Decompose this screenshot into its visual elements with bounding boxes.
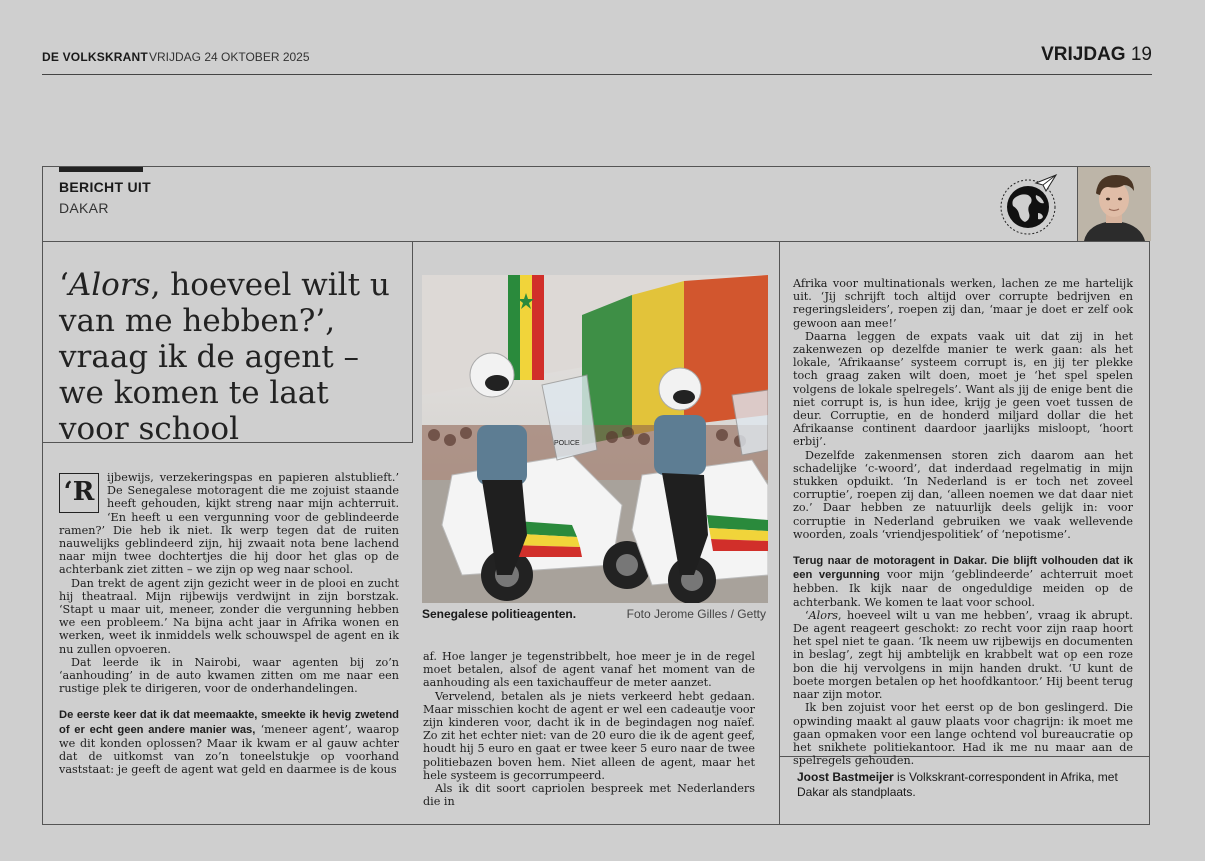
paragraph: Dan trekt de agent zijn gezicht weer in de plooi en zucht hij theatraal. Mijn rijbewijs verdwijnt in zijn borstzak. ‘Stapt u maar uit, meneer, zonder die vergunning hebben we een probleem.’ Na bijna acht jaar in Afrika wonen en werken, weet ik inmiddels welk schouwspel de agent en ik nu zullen opvoeren. — [59, 576, 399, 656]
rubric-place: DAKAR — [59, 200, 109, 216]
photo-caption — [422, 607, 768, 621]
caption-text: Senegalese politieagenten. — [422, 607, 577, 621]
paragraph-text: ijbewijs, verzekeringspas en papieren alstublieft.’ De Senegalese motoragent die me zojuist staande heeft gehouden, kijkt streng naar mijn achterruit. ‘En heeft u een vergunning voor de geblindeerde ramen?’ Die heb ik niet. Ik werp tegen dat de ruiten nauwelijks geblindeerd zijn, hij zwaait nota bene lachend naar mijn twee dochtertjes die hij door het glas op de achterbank ziet zitten – we zijn op weg naar school. — [59, 471, 399, 577]
photo-credit: Foto Jerome Gilles / Getty — [626, 607, 766, 621]
paragraph: Dat leerde ik in Nairobi, waar agenten bij zo’n ‘aanhouding’ in de auto kwamen zitten om me naar een rustige plek te dirigeren, voor de onderhandelingen. — [59, 655, 399, 696]
author-name: Joost Bastmeijer — [797, 770, 894, 784]
article-column-2 — [423, 650, 755, 808]
article-column-3 — [793, 277, 1133, 767]
quote-mark: ‘ — [805, 608, 809, 622]
article-box — [42, 166, 1150, 825]
author-portrait — [1077, 167, 1151, 241]
headline-quote: ‘ — [59, 267, 69, 303]
bold-lead-in: Terug naar de motoragent in Dakar. Die blijft volhouden dat ik een vergunning — [793, 555, 1133, 582]
column-divider — [779, 241, 780, 825]
paragraph: Ik ben zojuist voor het eerst op de bon geslingerd. Die opwinding maakt al gauw plaats voor chagrijn: ik moet me gaan opmaken voor een lange ochtend vol bureaucratie op het snikhete politiekantoor. Had ik me nu maar aan de spelregels gehouden. — [793, 701, 1133, 768]
paragraph — [793, 609, 1133, 701]
paragraph-text: ‘meneer agent’, waarop we dit konden oplossen? Maar ik kwam er al gauw achter dat de uitkomst van zo’n toneelstukje op voorhand vaststaat: je geeft de agent wat geld en daarmee is de kous — [59, 722, 399, 777]
headline-text: , hoeveel wilt u van me hebben?’, vraag ik de agent – we komen te laat voor school — [59, 267, 390, 447]
paragraph: Daarna leggen de expats vaak uit dat zij in het zakenwezen op dezelfde manier te werk gaan: als het lokale, ‘Afrikaanse’ systeem corrupt is, en jij ter plekke toch graag zaken wilt doen, moet je ‘het spel spelen volgens de lokale spelregels’. Want als jij de enige bent die niet corrupt is, is hun idee, krijg je geen voet tussen de deur. Corruptie, en de honderd miljard dollar die het Afrikaanse continent daardoor jaarlijks misloopt, ‘hoort erbij’. — [793, 329, 1133, 449]
paragraph — [59, 708, 399, 776]
windshield-label: POLICE — [554, 440, 580, 447]
globe-icon — [998, 173, 1060, 235]
italic-word: Alors — [808, 608, 839, 622]
section-name: VRIJDAG — [1041, 44, 1126, 65]
paragraph-text: , hoeveel wilt u van me hebben’, vraag ik abrupt. De agent reageert geschokt: zo recht voor zijn raap hoort het spel niet te gaan. ‘Ik neem uw rijbewijs en documenten in beslag’, zegt hij ambtelijk en krabbelt wat op een roze bon die hij vervolgens in mijn handen drukt. ‘U kunt de boete morgen betalen op het hoofdkantoor.’ Hij beent terug naar zijn motor. — [793, 608, 1133, 702]
headline — [59, 267, 399, 447]
rubric-bar — [59, 167, 143, 172]
news-photo — [422, 275, 768, 603]
senegal-flag — [508, 275, 544, 380]
bio-text: is Volkskrant-correspondent in Afrika, met Dakar als standplaats. — [797, 770, 1118, 799]
author-bio — [797, 770, 1127, 800]
paragraph-text: voor mijn ‘geblindeerde’ achterruit moet hebben. Ik kijk naar de ongeduldige meiden op de achterbank. We komen te laat voor school. — [793, 568, 1133, 609]
paper-name: DE VOLKSKRANT — [42, 50, 148, 64]
drop-initial: ‘R — [59, 473, 99, 513]
paragraph — [793, 554, 1133, 609]
headline-divider — [412, 241, 413, 442]
bold-lead-in: De eerste keer dat ik dat meemaakte, smeekte ik hevig zwetend of er echt geen andere manier was, — [59, 709, 399, 736]
paragraph: Als ik dit soort capriolen bespreek met Nederlanders die in — [423, 782, 755, 809]
headline-italic: Alors — [68, 267, 151, 303]
page-number: 19 — [1130, 44, 1152, 65]
paragraph: Vervelend, betalen als je niets verkeerd hebt gedaan. Maar misschien kocht de agent er wel een cadeautje voor zijn kinderen voor, dacht ik in de begindagen nog naïef. Zo zit het echter niet: van de 20 euro die ik de agent geef, houdt hij 5 euro en gaat er twee keer 5 euro naar de twee politiebazen boven hem. Niet alleen de agent, maar het hele systeem is gecorrumpeerd. — [423, 689, 755, 782]
header-divider — [43, 241, 1149, 242]
issue-date: VRIJDAG 24 OKTOBER 2025 — [149, 50, 310, 64]
article-column-1 — [59, 471, 399, 776]
paragraph: Afrika voor multinationals werken, lachen ze me hartelijk uit. ‘Jij schrijft toch altijd over corrupte bedrijven en regeringsleiders’, roepen zij dan, ‘maar je doet er zelf ook gewoon aan mee!’ — [793, 277, 1133, 330]
paper-plane-icon — [1036, 175, 1056, 191]
paragraph: Dezelfde zakenmensen storen zich daarom aan het schadelijke ‘c-woord’, dat inderdaad regelmatig in mijn stukken opduikt. ‘In Nederland is er toch net zoveel corruptie’, roepen zij dan, ‘alleen noemen we dat daar niet zo.’ Daar hebben ze natuurlijk deels gelijk in: voor corruptie in Nederland gebruiken we vaak wellevende woorden, zoals ‘vriendjespolitiek’ of ‘nepotisme’. — [793, 448, 1133, 541]
paragraph: af. Hoe langer je tegenstribbelt, hoe meer je in de regel moet betalen, alsof de agent vanaf het moment van de aanhouding als een taxichauffeur de meter aanzet. — [423, 650, 755, 690]
lead-paragraph — [59, 471, 399, 577]
masthead — [42, 44, 1152, 75]
page-marker — [1041, 44, 1152, 66]
rubric-label: BERICHT UIT — [59, 179, 151, 195]
